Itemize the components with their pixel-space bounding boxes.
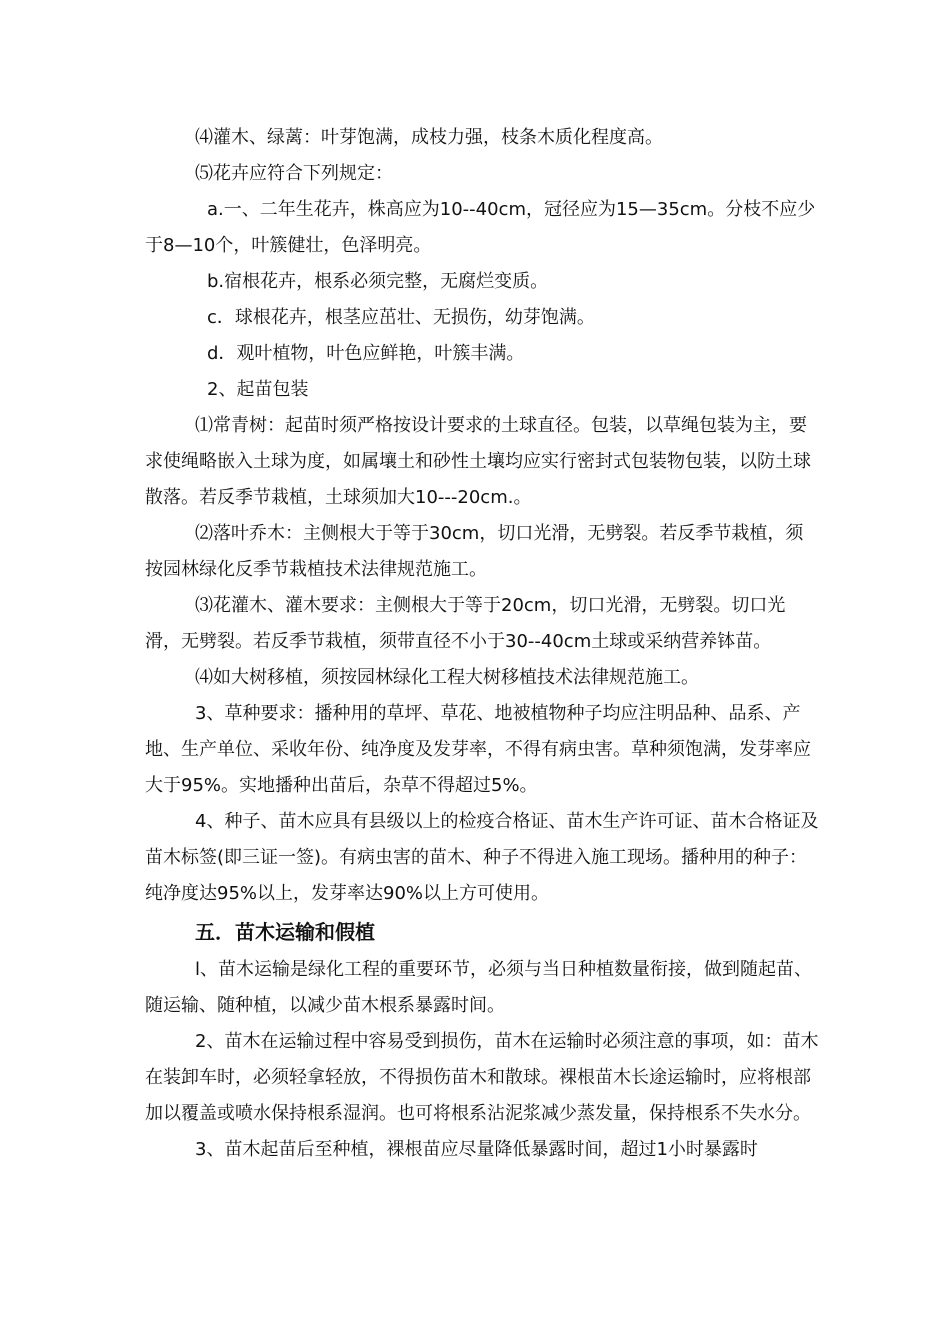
paragraph-deciduous: ⑵落叶乔木：主侧根大于等于30cm，切口光滑，无劈裂。若反季节栽植，须按园林绿化反季节栽植技术法律规范施工。 xyxy=(145,523,804,580)
section-heading: 五．苗木运输和假植 xyxy=(195,920,375,944)
paragraph-shrub-hedge: ⑷灌木、绿蓠：叶芽饱满，成枝力强，枝条木质化程度高。 xyxy=(195,127,663,148)
paragraph-lifting-packing: 2、起苗包装 xyxy=(207,379,309,400)
paragraph-flower-rules: ⑸花卉应符合下列规定： xyxy=(195,163,393,184)
paragraph-transport-1: l、苗木运输是绿化工程的重要环节，必须与当日种植数量衔接，做到随起苗、随运输、随种植，以减少苗木根系暴露时间。 xyxy=(145,959,812,1016)
paragraph-large-trees: ⑷如大树移植，须按园林绿化工程大树移植技术法律规范施工。 xyxy=(195,667,699,688)
paragraph-grass-seed: 3、草种要求：播种用的草坪、草花、地被植物种子均应注明品种、品系、产地、生产单位、采收年份、纯净度及发芽率，不得有病虫害。草种须饱满，发芽率应大于95%。实地播种出苗后，杂草不得超过5%。 xyxy=(145,703,811,796)
paragraph-transport-2: 2、苗木在运输过程中容易受到损伤，苗木在运输时必须注意的事项，如：苗木在装卸车时，必须轻拿轻放，不得损伤苗木和散球。裸根苗木长途运输时，应将根部加以覆盖或喷水保持根系湿润。也可将根系沾泥浆减少蒸发量，保持根系不失水分。 xyxy=(145,1031,819,1124)
paragraph-certificates: 4、种子、苗木应具有县级以上的检疫合格证、苗木生产许可证、苗木合格证及苗木标签(即三证一签)。有病虫害的苗木、种子不得进入施工现场。播种用的种子：纯净度达95%以上，发芽率达90%以上方可使用。 xyxy=(145,811,819,904)
paragraph-foliage-plants: d．观叶植物，叶色应鲜艳，叶簇丰满。 xyxy=(207,343,525,364)
paragraph-perennial-flowers: b.宿根花卉，根系必须完整，无腐烂变质。 xyxy=(207,271,549,292)
paragraph-flowering-shrubs: ⑶花灌木、灌木要求：主侧根大于等于20cm，切口光滑，无劈裂。切口光滑，无劈裂。若反季节栽植，须带直径不小于30--40cm土球或采纳营养钵苗。 xyxy=(145,595,786,652)
paragraph-transport-3: 3、苗木起苗后至种植，裸根苗应尽量降低暴露时间，超过1小时暴露时 xyxy=(195,1139,758,1160)
paragraph-evergreen: ⑴常青树：起苗时须严格按设计要求的土球直径。包装，以草绳包装为主，要求使绳略嵌入土球为度，如属壤土和砂性土壤均应实行密封式包装物包装，以防土球散落。若反季节栽植，土球须加大10---20cm.。 xyxy=(145,415,811,508)
paragraph-annual-flowers: a.一、二年生花卉，株高应为10--40cm，冠径应为15—35cm。分枝不应少于8—10个，叶簇健壮，色泽明亮。 xyxy=(145,199,816,256)
document-body xyxy=(145,120,820,1168)
paragraph-bulb-flowers: c．球根花卉，根茎应茁壮、无损伤，幼芽饱满。 xyxy=(207,307,595,328)
